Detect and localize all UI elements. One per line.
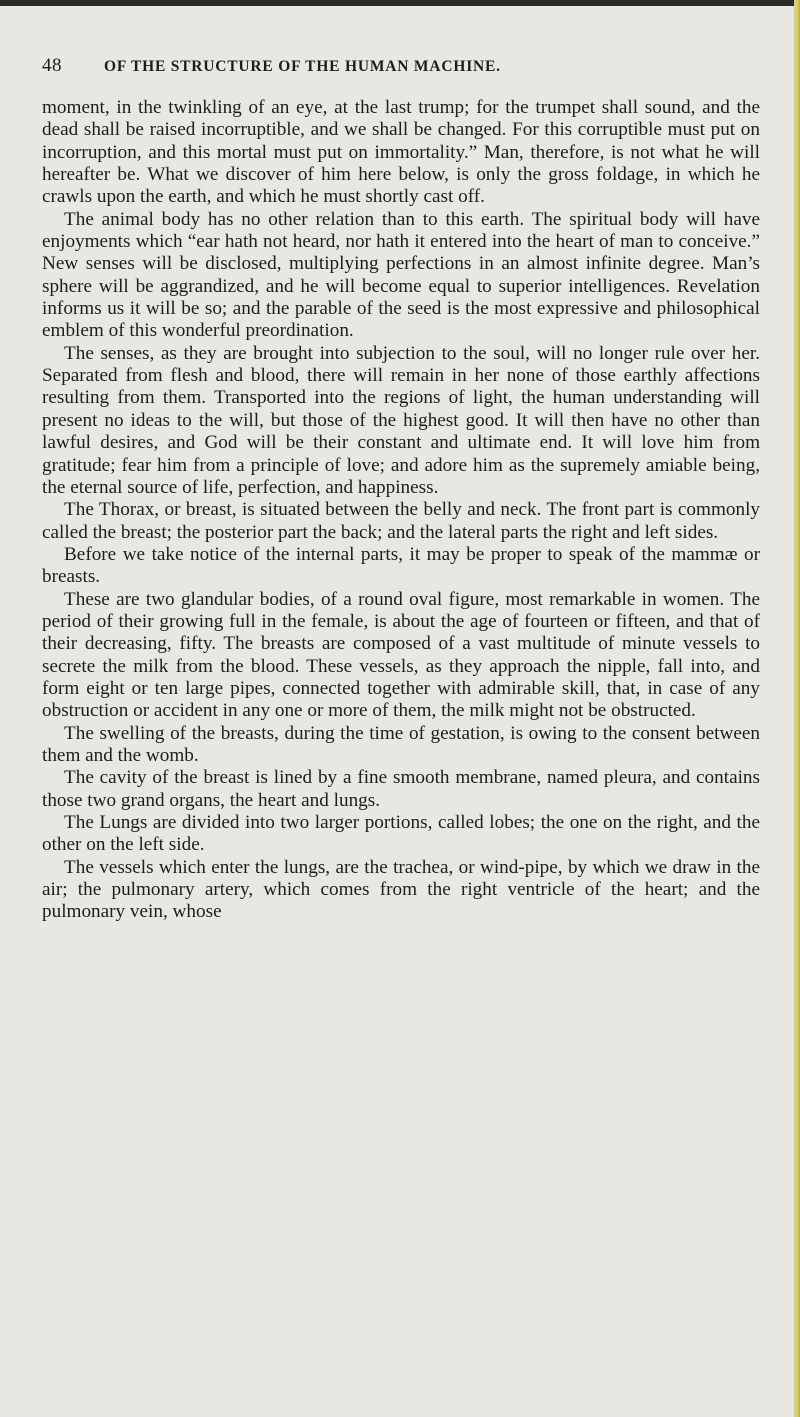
paragraph-9: The Lungs are divided into two larger portions, called lobes; the one on the right, and the other on the left side. (42, 812, 760, 856)
paragraph-6: These are two glandular bodies, of a round oval figure, most remarkable in women. The period of their growing full in the female, is about the age of fourteen or fifteen, and that of their decreasing, fifty. The breasts are composed of a vast multitude of minute vessels to secrete the milk from the blood. These vessels, as they approach the nipple, fall into, and form eight or ten large pipes, connected together with admirable skill, that, in case of any obstruction or accident in any one or more of them, the milk might not be obstructed. (42, 588, 760, 722)
running-head (42, 55, 760, 87)
paragraph-3: The senses, as they are brought into subjection to the soul, will no longer rule over her. Separated from flesh and blood, there will remain in her none of those earthly affections resulting from them. Transported into the regions of light, the human understanding will present no ideas to the will, but those of the highest good. It will then have no other than lawful desires, and God will be their constant and ultimate end. It will love him from gratitude; fear him from a principle of love; and adore him as the supremely amiable being, the eternal source of life, perfection, and happiness. (42, 342, 760, 498)
paragraph-7: The swelling of the breasts, during the time of gestation, is owing to the consent between them and the womb. (42, 722, 760, 766)
paragraph-8: The cavity of the breast is lined by a fine smooth membrane, named pleura, and contains those two grand organs, the heart and lungs. (42, 767, 760, 811)
paragraph-10: The vessels which enter the lungs, are the trachea, or wind-pipe, by which we draw in the air; the pulmonary artery, which comes from the right ventricle of the heart; and the pulmonary vein, whose (42, 856, 760, 923)
paragraph-5: Before we take notice of the internal parts, it may be proper to speak of the mammæ or breasts. (42, 543, 760, 588)
paragraph-2: The animal body has no other relation than to this earth. The spiritual body will have enjoyments which “ear hath not heard, nor hath it entered into the heart of man to conceive.” New senses will be disclosed, multiplying perfections in an almost infinite degree. Man’s sphere will be aggrandized, and he will become equal to superior intelligences. Revelation informs us it will be so; and the parable of the seed is the most expressive and philosophical emblem of this wonderful preordination. (42, 208, 760, 342)
page-number: 48 (42, 55, 62, 76)
page-top-edge (0, 0, 800, 6)
book-page (42, 55, 760, 1395)
page-right-edge (794, 0, 800, 1417)
running-title: OF THE STRUCTURE OF THE HUMAN MACHINE. (104, 58, 501, 75)
paragraph-1: moment, in the twinkling of an eye, at the last trump; for the trumpet shall sound, and the dead shall be raised incorruptible, and we shall be changed. For this corruptible must put on incorruption, and this mortal must put on immortality.” Man, therefore, is not what he will hereafter be. What we discover of him here below, is only the gross foldage, in which he crawls upon the earth, and which he must shortly cast off. (42, 97, 760, 208)
paragraph-4: The Thorax, or breast, is situated between the belly and neck. The front part is commonly called the breast; the posterior part the back; and the lateral parts the right and left sides. (42, 499, 760, 543)
body-text (42, 97, 760, 924)
